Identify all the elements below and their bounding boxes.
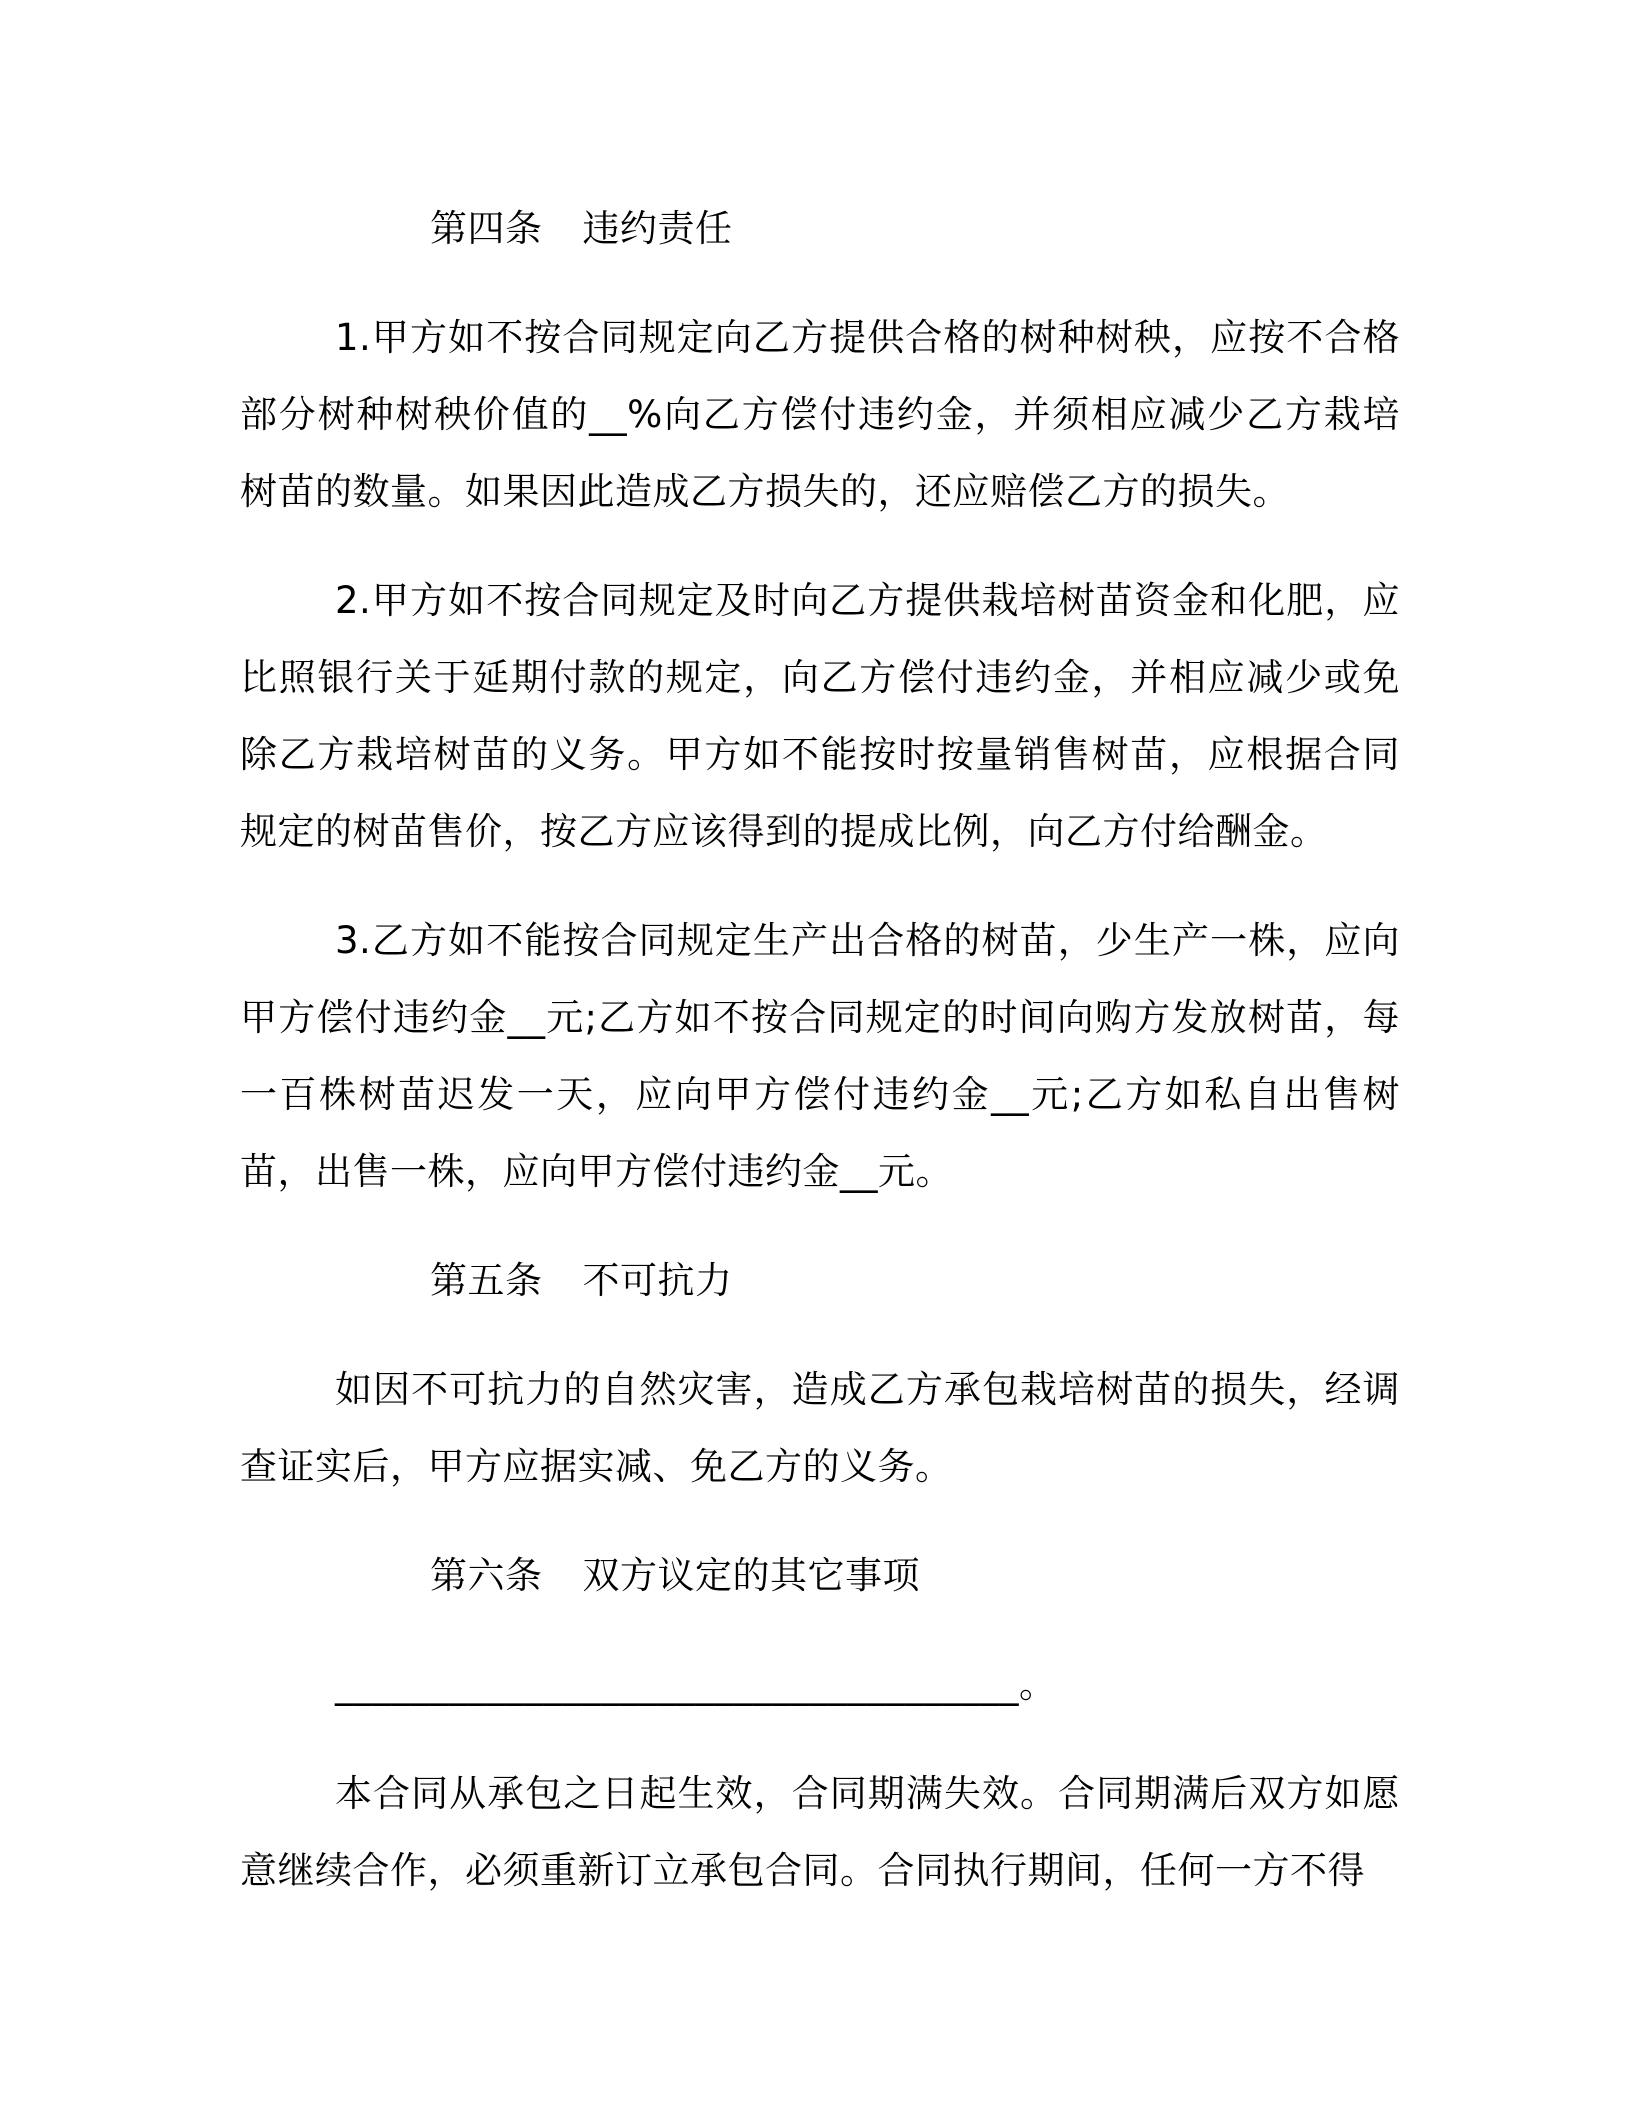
closing-paragraph: 本合同从承包之日起生效，合同期满失效。合同期满后双方如愿意继续合作，必须重新订立承包合同。合同执行期间，任何一方不得 bbox=[240, 1772, 1400, 1892]
article-5-number: 第五条 bbox=[430, 1259, 543, 1302]
article-4-clause-2-block bbox=[240, 562, 1400, 870]
article-4-clause-1: 1.甲方如不按合同规定向乙方提供合格的树种树秧，应按不合格部分树种树秧价值的__%向乙方偿付违约金，并须相应减少乙方栽培树苗的数量。如果因此造成乙方损失的，还应赔偿乙方的损失。 bbox=[240, 316, 1400, 513]
article-5-paragraph-block bbox=[240, 1351, 1400, 1505]
article-4-clause-3: 3.乙方如不能按合同规定生产出合格的树苗，少生产一株，应向甲方偿付违约金__元;乙方如不按合同规定的时间向购方发放树苗，每一百株树苗迟发一天，应向甲方偿付违约金__元;乙方如私自出售树苗，出售一株，应向甲方偿付违约金__元。 bbox=[240, 919, 1400, 1193]
closing-paragraph-block bbox=[240, 1755, 1400, 1909]
article-5-title: 不可抗力 bbox=[582, 1259, 733, 1302]
article-6-title: 双方议定的其它事项 bbox=[582, 1554, 920, 1597]
article-4-heading bbox=[240, 190, 1400, 267]
article-4-clause-3-block bbox=[240, 902, 1400, 1210]
article-6-blank-line: ____________________________________。 bbox=[335, 1663, 1057, 1706]
article-6-heading-block bbox=[240, 1537, 1400, 1614]
article-4-title: 违约责任 bbox=[582, 207, 733, 250]
article-6-blank-block bbox=[240, 1646, 1400, 1723]
article-5-heading bbox=[240, 1242, 1400, 1319]
article-4-heading-block bbox=[240, 190, 1400, 267]
article-6-heading bbox=[240, 1537, 1400, 1614]
article-6-number: 第六条 bbox=[430, 1554, 543, 1597]
article-4-clause-1-block bbox=[240, 299, 1400, 530]
article-5-paragraph: 如因不可抗力的自然灾害，造成乙方承包栽培树苗的损失，经调查证实后，甲方应据实减、免乙方的义务。 bbox=[240, 1368, 1400, 1488]
article-5-heading-block bbox=[240, 1242, 1400, 1319]
article-4-number: 第四条 bbox=[430, 207, 543, 250]
article-4-clause-2: 2.甲方如不按合同规定及时向乙方提供栽培树苗资金和化肥，应比照银行关于延期付款的规定，向乙方偿付违约金，并相应减少或免除乙方栽培树苗的义务。甲方如不能按时按量销售树苗，应根据合同规定的树苗售价，按乙方应该得到的提成比例，向乙方付给酬金。 bbox=[240, 579, 1400, 853]
document-body bbox=[240, 190, 1400, 1941]
